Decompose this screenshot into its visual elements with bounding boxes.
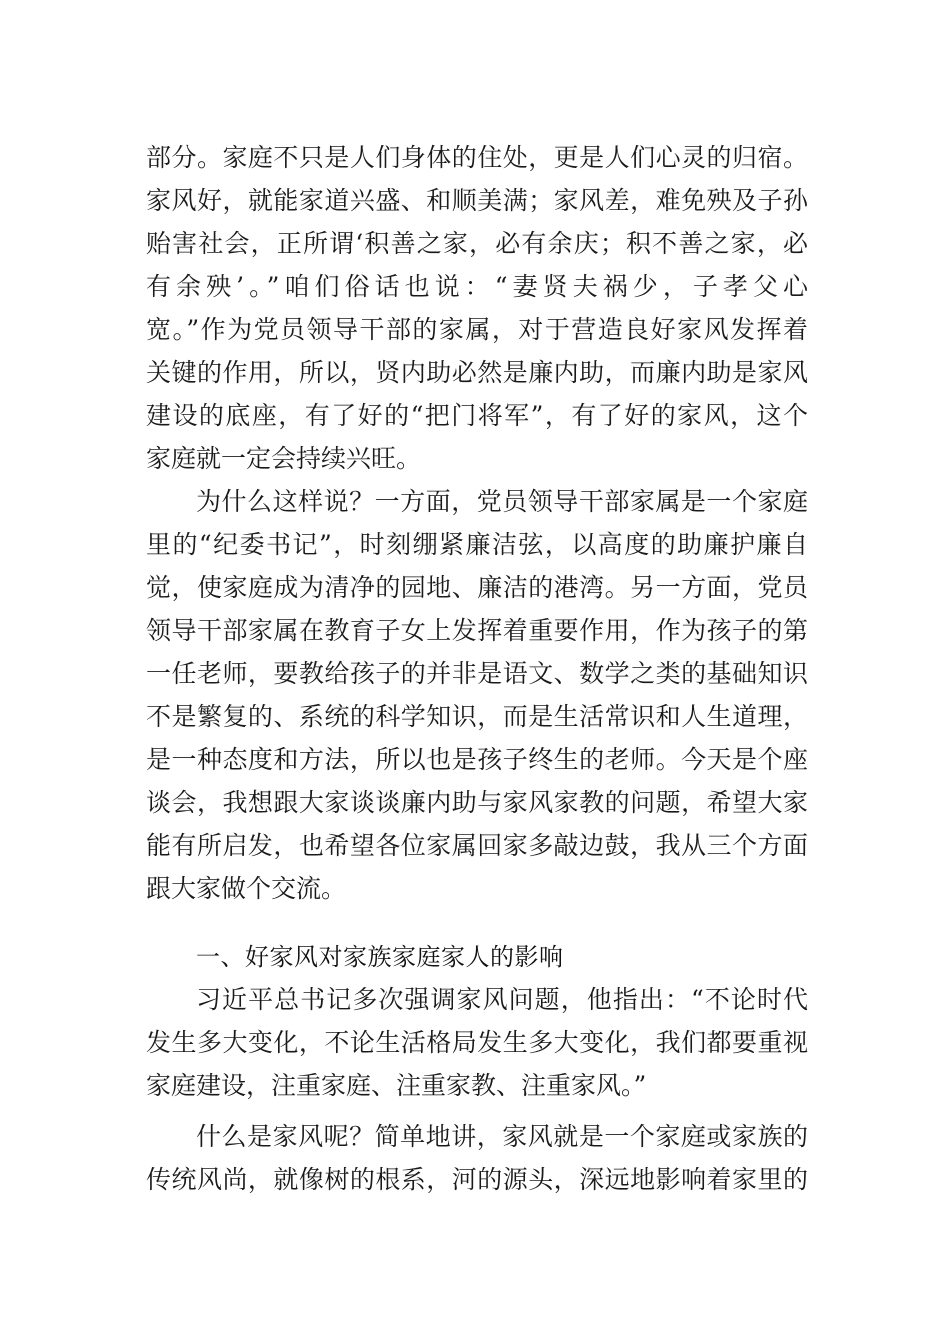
text-line: 家庭就一定会持续兴旺。 <box>146 444 422 473</box>
section-heading: 一、好家风对家族家庭家人的影响 <box>196 943 564 971</box>
text-line: 发生多大变化，不论生活格局发生多大变化，我们都要重视 <box>146 1028 808 1057</box>
text-line: 领导干部家属在教育子女上发挥着重要作用，作为孩子的第 <box>146 616 808 645</box>
paragraph-first-line: 习近平总书记多次强调家风问题，他指出：“不论时代 <box>196 985 808 1014</box>
text-line: 家风好，就能家道兴盛、和顺美满；家风差，难免殃及子孙 <box>146 186 808 215</box>
paragraph-first-line: 什么是家风呢？简单地讲，家风就是一个家庭或家族的 <box>196 1122 808 1151</box>
text-line: 有余殃’。”咱们俗话也说：“妻贤夫祸少，子孝父心 <box>146 272 808 301</box>
text-line: 家庭建设，注重家庭、注重家教、注重家风。” <box>146 1071 647 1100</box>
text-line: 宽。”作为党员领导干部的家属，对于营造良好家风发挥着 <box>146 315 808 344</box>
text-line: 是一种态度和方法，所以也是孩子终生的老师。今天是个座 <box>146 745 808 774</box>
text-line: 里的“纪委书记”，时刻绷紧廉洁弦，以高度的助廉护廉自 <box>146 530 808 559</box>
paragraph-first-line: 为什么这样说？一方面，党员领导干部家属是一个家庭 <box>196 487 808 516</box>
text-line: 传统风尚，就像树的根系，河的源头，深远地影响着家里的 <box>146 1165 808 1194</box>
text-line: 一任老师，要教给孩子的并非是语文、数学之类的基础知识 <box>146 659 808 688</box>
text-line: 关键的作用，所以，贤内助必然是廉内助，而廉内助是家风 <box>146 358 808 387</box>
text-line: 跟大家做个交流。 <box>146 874 347 903</box>
text-line: 谈会，我想跟大家谈谈廉内助与家风家教的问题，希望大家 <box>146 788 808 817</box>
text-line: 不是繁复的、系统的科学知识，而是生活常识和人生道理， <box>146 702 808 731</box>
text-line: 建设的底座，有了好的“把门将军”，有了好的家风，这个 <box>146 401 808 430</box>
text-line: 觉，使家庭成为清净的园地、廉洁的港湾。另一方面，党员 <box>146 573 808 602</box>
text-line: 能有所启发，也希望各位家属回家多敲边鼓，我从三个方面 <box>146 831 808 860</box>
text-line: 贻害社会，正所谓‘积善之家，必有余庆；积不善之家，必 <box>146 229 808 258</box>
text-line: 部分。家庭不只是人们身体的住处，更是人们心灵的归宿。 <box>146 143 808 172</box>
